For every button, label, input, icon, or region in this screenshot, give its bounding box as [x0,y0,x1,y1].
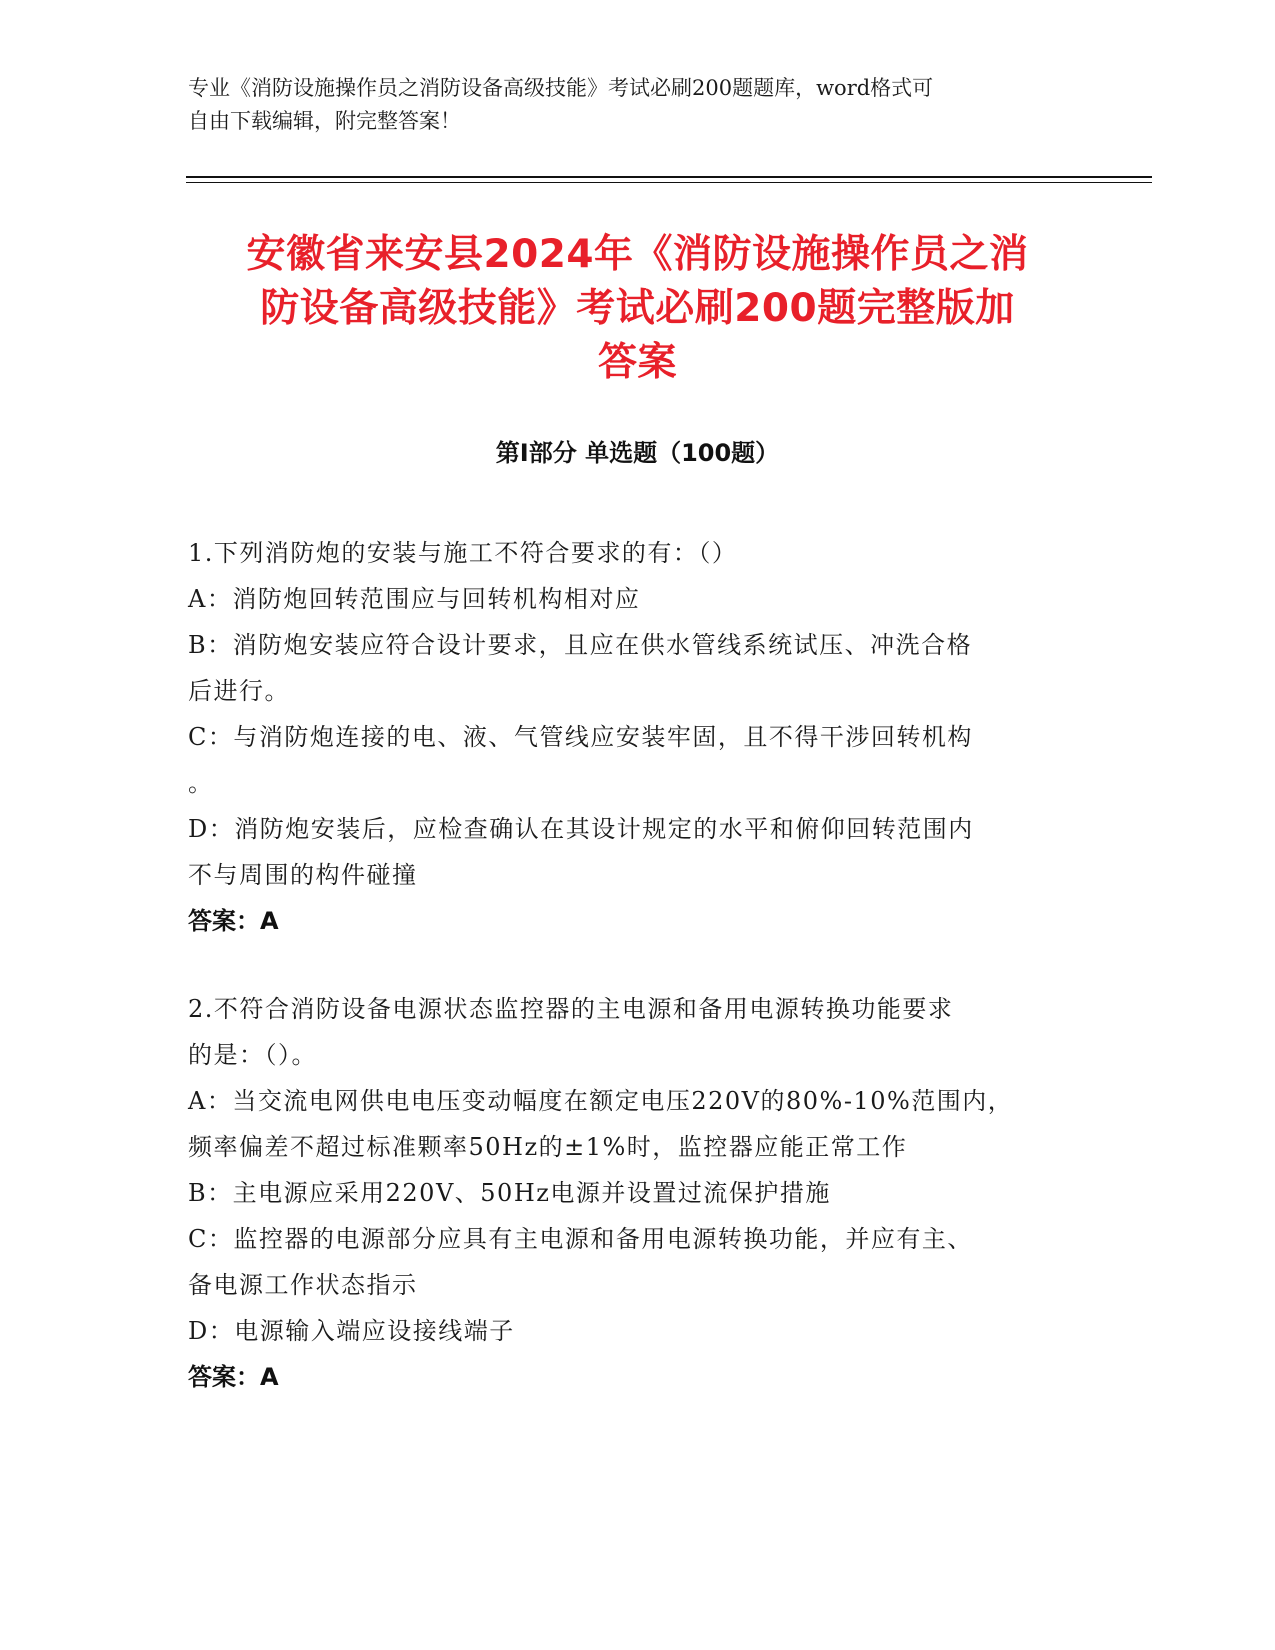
question-stem-continued: 的是：（）。 [188,1041,317,1069]
option-c: C：监控器的电源部分应具有主电源和备用电源转换功能，并应有主、 [188,1225,973,1253]
question-item [188,986,1068,1400]
option-b: B：主电源应采用220V、50Hz电源并设置过流保护措施 [188,1179,831,1207]
option-a: A：消防炮回转范围应与回转机构相对应 [188,585,641,613]
document-title [170,228,1105,390]
question-item [188,530,1068,944]
answer-label: 答案：A [188,1363,279,1391]
download-notice [188,72,1068,138]
notice-line-2: 自由下载编辑，附完整答案！ [188,109,461,133]
option-d: D：消防炮安装后，应检查确认在其设计规定的水平和俯仰回转范围内 [188,815,974,843]
option-a-continued: 频率偏差不超过标准颗率50Hz的±1%时，监控器应能正常工作 [188,1133,908,1161]
header-divider-thick [186,176,1152,178]
title-line-2: 防设备高级技能》考试必刷200题完整版加 [260,286,1015,331]
notice-line-1: 专业《消防设施操作员之消防设备高级技能》考试必刷200题题库，word格式可 [188,76,934,100]
question-stem: 2.不符合消防设备电源状态监控器的主电源和备用电源转换功能要求 [188,995,954,1023]
title-line-3: 答案 [597,340,677,385]
question-list [188,530,1068,1442]
option-b: B：消防炮安装应符合设计要求，且应在供水管线系统试压、冲洗合格 [188,631,973,659]
option-c-continued: 。 [188,769,214,797]
section-heading: 第Ⅰ部分 单选题（100题） [495,439,780,467]
option-d: D：电源输入端应设接线端子 [188,1317,515,1345]
option-a: A：当交流电网供电电压变动幅度在额定电压220V的80%-10%范围内， [188,1087,1014,1115]
question-stem: 1.下列消防炮的安装与施工不符合要求的有：（） [188,539,738,567]
header-divider-thin [186,182,1152,183]
option-c: C：与消防炮连接的电、液、气管线应安装牢固，且不得干涉回转机构 [188,723,973,751]
title-line-1: 安徽省来安县2024年《消防设施操作员之消 [246,232,1029,277]
option-b-continued: 后进行。 [188,677,290,705]
answer-label: 答案：A [188,907,279,935]
option-c-continued: 备电源工作状态指示 [188,1271,418,1299]
option-d-continued: 不与周围的构件碰撞 [188,861,418,889]
